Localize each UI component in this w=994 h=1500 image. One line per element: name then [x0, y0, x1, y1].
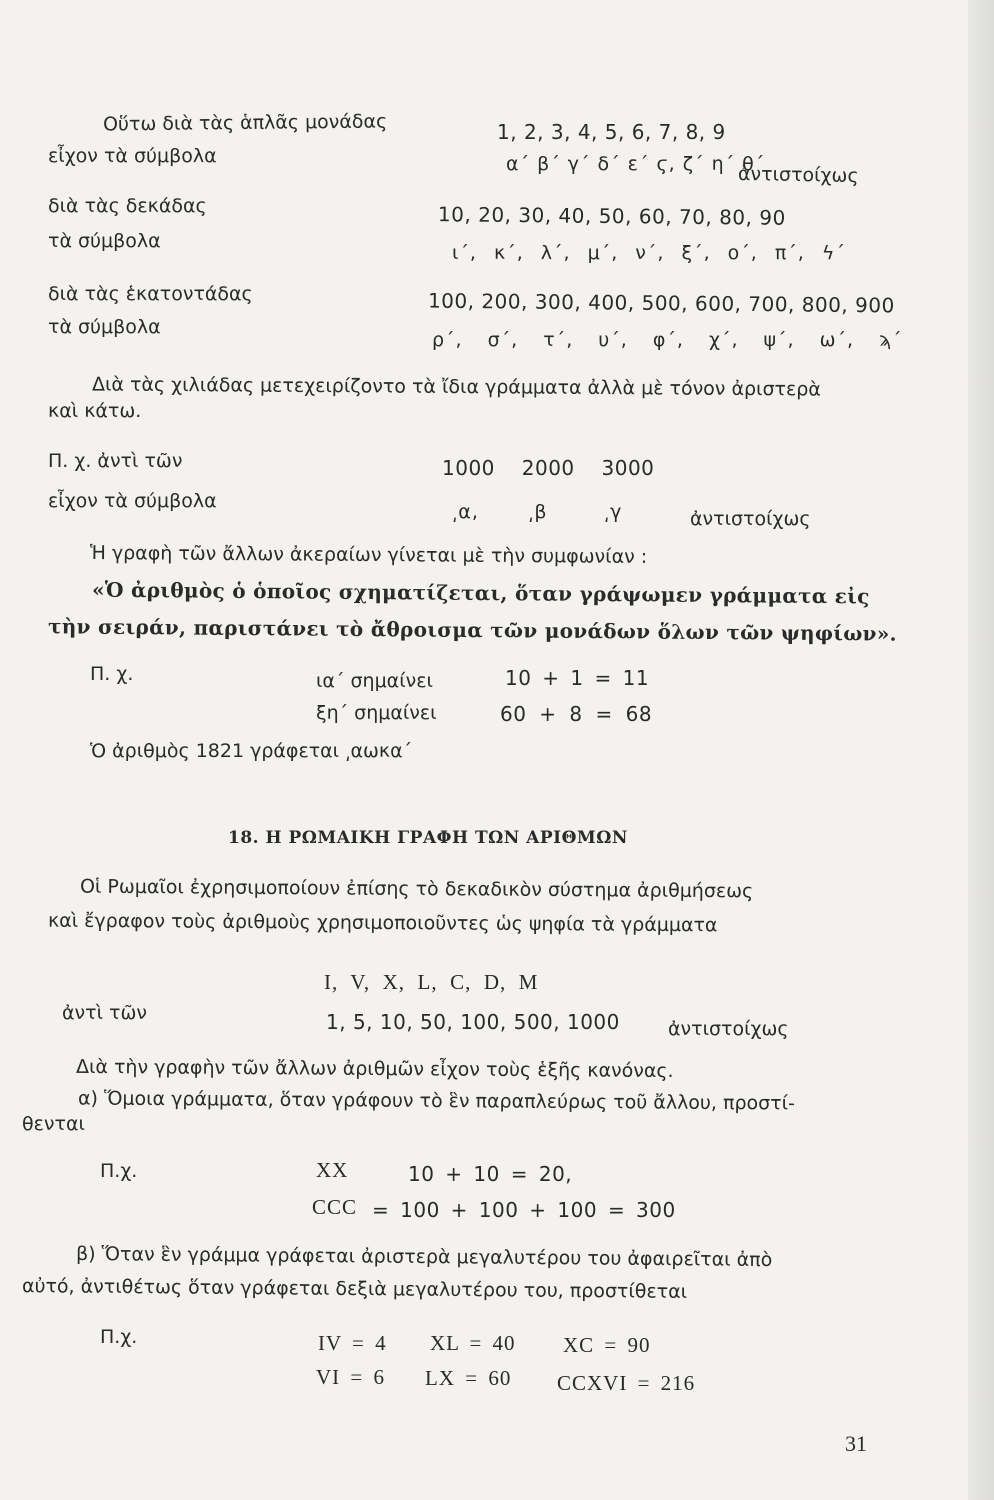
- line-rules-intro: Διὰ τὴν γραφὴν τῶν ἄλλων ἀριθμῶν εἶχον τοὺς ἑξῆς κανόνας.: [75, 1055, 674, 1083]
- line-romans-1: Οἱ Ρωμαῖοι ἐχρησιμοποίουν ἐπίσης τὸ δεκαδικὸν σύστημα ἀριθμήσεως: [79, 875, 754, 903]
- rule-b-line-2: αὐτό, ἀντιθέτως ὅταν γράφεται δεξιὰ μεγαλυτέρου του, προστίθεται: [21, 1275, 688, 1303]
- line-simple-units-numbers: 1, 2, 3, 4, 5, 6, 7, 8, 9: [497, 120, 726, 144]
- line-thousands-text-end: καὶ κάτω.: [48, 400, 142, 422]
- line-unit-symbols: α΄ β΄ γ΄ δ΄ ε΄ ϛ, ζ΄ η΄ θ΄: [506, 153, 766, 175]
- line-symbols-label-1: εἶχον τὰ σύμβολα: [48, 145, 217, 167]
- rule-a-line-1: α) Ὅμοια γράμματα, ὅταν γράφουν τὸ ἓν παραπλεύρως τοῦ ἄλλου, προστί-: [77, 1087, 796, 1115]
- line-example-xi-sum: 60 + 8 = 68: [500, 702, 653, 726]
- line-thousands-symbols: ͵α, ͵β ͵γ: [452, 501, 623, 523]
- line-other-integers: Ἡ γραφὴ τῶν ἄλλων ἀκεραίων γίνεται μὲ τὴν συμφωνίαν :: [89, 542, 648, 568]
- section-heading: 18. Η ΡΩΜΑΙΚΗ ΓΡΑΦΗ ΤΩΝ ΑΡΙΘΜΩΝ: [228, 828, 628, 848]
- line-roman-xx: XX: [316, 1158, 349, 1182]
- line-respectively-1: ἀντιστοίχως: [737, 162, 859, 188]
- rule-quote-line-1: «Ὁ ἀριθμὸς ὁ ὁποῖος σχηματίζεται, ὅταν γράψωμεν γράμματα εἰς: [91, 577, 870, 609]
- line-hundreds-symbols: ρ΄, σ΄, τ΄, υ΄, φ΄, χ΄, ψ΄, ω΄, ϡ΄: [432, 329, 903, 351]
- line-romans-2: καὶ ἔγραφον τοὺς ἀριθμοὺς χρησιμοποιοῦντες ὡς ψηφία τὰ γράμματα: [47, 909, 718, 937]
- line-thousands-text: Διὰ τὰς χιλιάδας μετεχειρίζοντο τὰ ἴδια γράμματα ἀλλὰ μὲ τόνον ἀριστερὰ: [91, 373, 821, 401]
- line-example-xi: ξη΄ σημαίνει: [316, 702, 437, 724]
- line-roman-xx-sum: 10 + 10 = 20,: [408, 1162, 573, 1186]
- line-roman-ccc-sum: = 100 + 100 + 100 = 300: [372, 1198, 676, 1222]
- line-hundreds-label: διὰ τὰς ἑκατοντάδας: [48, 283, 253, 305]
- line-symbols-label-3: τὰ σύμβολα: [48, 316, 161, 338]
- line-roman-lx: LX = 60: [425, 1366, 512, 1390]
- line-hundreds-numbers: 100, 200, 300, 400, 500, 600, 700, 800, 900: [427, 288, 895, 318]
- line-1821-example: Ὁ ἀριθμὸς 1821 γράφεται ͵αωκα΄: [90, 740, 413, 762]
- line-tens-label: διὰ τὰς δεκάδας: [48, 195, 207, 217]
- line-respectively-2: ἀντιστοίχως: [690, 508, 811, 530]
- line-example-ia: ια΄ σημαίνει: [316, 670, 433, 692]
- line-tens-numbers: 10, 20, 30, 40, 50, 60, 70, 80, 90: [437, 202, 786, 230]
- page-edge-shadow: [968, 0, 994, 1500]
- page-number: 31: [845, 1431, 867, 1456]
- rule-b-line-1: β) Ὅταν ἓν γράμμα γράφεται ἀριστερὰ μεγαλυτέρου του ἀφαιρεῖται ἀπὸ: [75, 1242, 773, 1272]
- line-symbols-label-4: εἶχον τὰ σύμβολα: [48, 490, 217, 512]
- line-symbols-label-2: τὰ σύμβολα: [48, 230, 161, 252]
- line-thousands-numbers: 1000 2000 3000: [442, 456, 655, 480]
- line-example-label-1: Π. χ.: [90, 663, 134, 685]
- line-tens-symbols: ι΄, κ΄, λ΄, μ΄, ν΄, ξ΄, ο΄, π΄, ϟ΄: [452, 242, 846, 264]
- line-example-label-2: Π.χ.: [100, 1160, 138, 1182]
- line-roman-xc: XC = 90: [563, 1333, 651, 1357]
- line-roman-values: 1, 5, 10, 50, 100, 500, 1000: [326, 1010, 620, 1034]
- line-example-thousands-label: Π. χ. ἀντὶ τῶν: [48, 450, 183, 472]
- line-example-label-3: Π.χ.: [100, 1326, 138, 1348]
- line-example-ia-sum: 10 + 1 = 11: [505, 666, 650, 690]
- line-roman-iv: IV = 4: [318, 1331, 387, 1355]
- line-roman-ccc: CCC: [312, 1195, 358, 1219]
- line-roman-ccxvi: CCXVI = 216: [557, 1371, 696, 1395]
- line-roman-vi: VI = 6: [316, 1365, 386, 1389]
- rule-a-line-2: θενται: [22, 1113, 85, 1135]
- line-simple-units-label: Οὕτω διὰ τὰς ἁπλᾶς μονάδας: [102, 110, 388, 136]
- rule-quote-line-2: τὴν σειράν, παριστάνει τὸ ἄθροισμα τῶν μονάδων ὅλων τῶν ψηφίων».: [47, 614, 897, 646]
- line-instead-of: ἀντὶ τῶν: [62, 1002, 148, 1024]
- line-roman-letters: I, V, X, L, C, D, M: [324, 970, 539, 994]
- line-roman-xl: XL = 40: [430, 1331, 516, 1355]
- line-respectively-3: ἀντιστοίχως: [668, 1018, 789, 1040]
